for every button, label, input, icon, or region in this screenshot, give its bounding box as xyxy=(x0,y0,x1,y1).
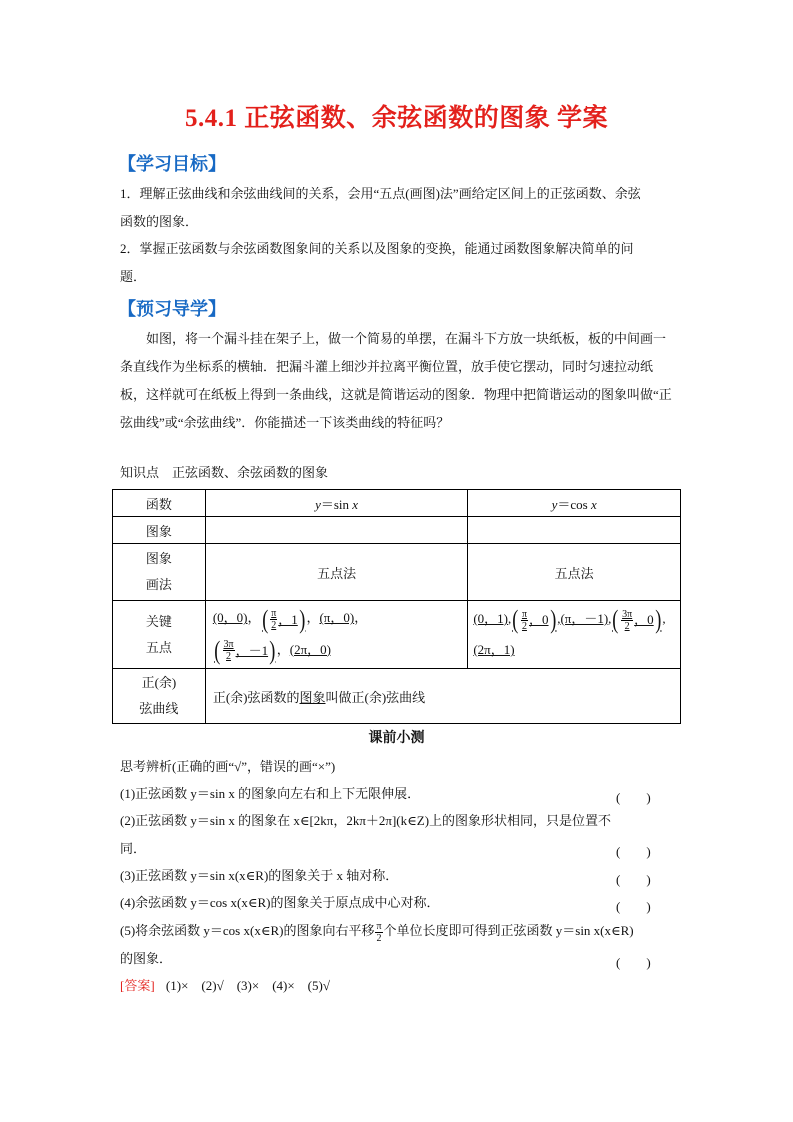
sin-point-5: (2π，0) xyxy=(289,641,331,657)
table-cell-sin-method: 五点法 xyxy=(205,544,468,601)
goal-2 xyxy=(120,235,676,291)
table-row xyxy=(113,517,681,544)
answer-blank: ( ) xyxy=(616,899,651,914)
sin-point-3: (π，0) xyxy=(319,610,355,626)
sin-point-2: ( $\frac{\pi}{2}$ ，1 ) xyxy=(261,604,306,634)
quiz-heading: 课前小测 xyxy=(368,731,425,746)
knowledge-table xyxy=(112,489,681,724)
goals-heading: 【学习目标】 xyxy=(118,154,226,174)
quiz-item-4: (4)余弦函数 y＝cos x(x∈R)的图象关于原点成中心对称． xyxy=(120,895,440,910)
table-cell-method-label: 图象 画法 xyxy=(113,544,206,601)
table-cell-cos-method: 五点法 xyxy=(468,544,681,601)
table-cell-graph-label: 图象 xyxy=(113,517,206,544)
answer-blank: ( ) xyxy=(616,844,651,859)
table-cell-cos-keypoints: (0，1), ( $\frac{\pi}{2}$ ，0 ) ,(π，－1), ( $\frac{3\pi}{2}$ ，0 ) , (2π，1) xyxy=(468,601,681,669)
answer-tag: [答案] xyxy=(120,978,155,993)
table-row xyxy=(113,669,681,724)
table-cell-sin-header: y＝sin x xyxy=(205,490,468,517)
table-cell-cos-header: y＝cos x xyxy=(468,490,681,517)
sin-point-4: ( $\frac{3\pi}{2}$ ，－1 ) xyxy=(214,635,276,665)
answer-text: (1)× (2)√ (3)× (4)× (5)√ xyxy=(165,978,330,993)
table-cell-sin-graph xyxy=(205,517,468,544)
cos-point-1: (0，1) xyxy=(473,610,509,626)
quiz-item-1: (1)正弦函数 y＝sin x 的图象向左右和上下无限伸展． xyxy=(120,786,421,801)
cos-point-2: ( $\frac{\pi}{2}$ ，0 ) xyxy=(512,605,556,634)
table-row xyxy=(113,490,681,517)
cos-point-3: (π，－1) xyxy=(560,610,609,626)
quiz-item-2: (2)正弦函数 y＝sin x 的图象在 x∈[2kπ，2kπ＋2π](k∈Z)上的图象形状相同，只是位置不 同． xyxy=(120,813,612,856)
goal-2-line-1: 2．掌握正弦函数与余弦函数图象间的关系以及图象的变换，能通过函数图象解决简单的问 xyxy=(120,241,634,256)
table-row xyxy=(113,601,681,669)
answer-blank: ( ) xyxy=(616,955,651,970)
quiz-intro: 思考辨析(正确的画“√”，错误的画“×”) xyxy=(120,759,336,774)
answer-line xyxy=(120,975,330,994)
preview-heading: 【预习导学】 xyxy=(118,299,226,319)
cos-point-5: (2π，1) xyxy=(473,642,515,657)
knowledge-label: 知识点 正弦函数、余弦函数的图象 xyxy=(120,465,329,480)
page-title: 5.4.1 正弦函数、余弦函数的图象 学案 xyxy=(184,105,608,132)
table-cell-sin-keypoints: (0，0)， ( $\frac{\pi}{2}$ ，1 ) ，(π，0)， ( $\frac{3\pi}{2}$ ，－1 ) ，(2π，0) xyxy=(205,601,468,669)
table-cell-cos-graph xyxy=(468,517,681,544)
goal-1-line-2: 函数的图象． xyxy=(120,214,199,229)
goal-2-line-2: 题． xyxy=(120,269,147,284)
sin-point-1: (0，0) xyxy=(212,610,248,626)
table-cell-keypoints-label: 关键 五点 xyxy=(113,601,206,669)
answer-blank: ( ) xyxy=(616,790,651,805)
goal-1 xyxy=(120,180,676,236)
preview-paragraph: 如图，将一个漏斗挂在架子上，做一个简易的单摆，在漏斗下方放一块纸板，板的中间画一条直线作为坐标系的横轴．把漏斗灌上细沙并拉离平衡位置，放手使它摆动，同时匀速拉动纸板，这样就可在纸板上得到一条曲线，这就是简谐运动的图象．物理中把简谐运动的图象叫做“正弦曲线”或“余弦曲线”．你能描述一下该类曲线的特征吗？ xyxy=(120,331,672,430)
goal-1-line-1: 1．理解正弦曲线和余弦曲线间的关系，会用“五点(画图)法”画给定区间上的正弦函数、余弦 xyxy=(120,186,641,201)
answer-blank: ( ) xyxy=(616,872,651,887)
table-row xyxy=(113,544,681,601)
table-cell-curve-label: 正(余) 弦曲线 xyxy=(113,669,206,724)
cos-point-4: ( $\frac{3\pi}{2}$ ，0 ) xyxy=(612,605,662,634)
quiz-item-3: (3)正弦函数 y＝sin x(x∈R)的图象关于 x 轴对称． xyxy=(120,868,399,883)
table-cell-curve-definition: 正(余)弦函数的图象叫做正(余)弦曲线 xyxy=(205,669,680,724)
table-cell-func-header: 函数 xyxy=(113,490,206,517)
quiz-item-5: (5)将余弦函数 y＝cos x(x∈R)的图象向右平移 $\frac{\pi}{2}$ 个单位长度即可得到正弦函数 y＝sin x(x∈R) 的图象． xyxy=(120,920,634,966)
